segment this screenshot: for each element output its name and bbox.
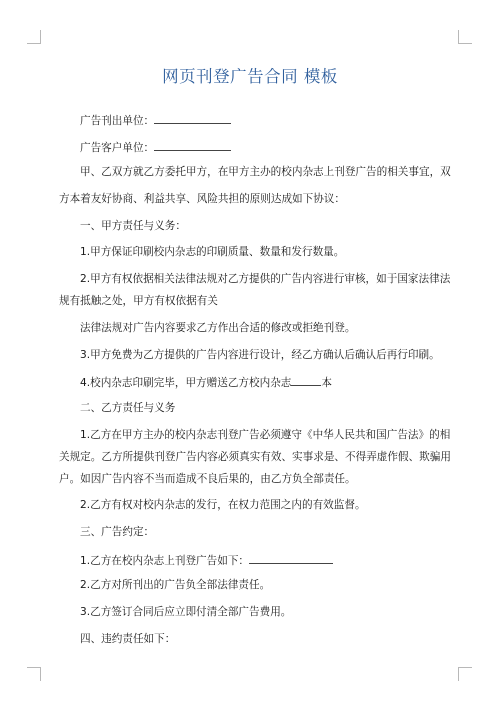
section4-heading: 四、违约责任如下： bbox=[80, 632, 176, 645]
section1-heading: 一、甲方责任与义务： bbox=[80, 219, 186, 232]
section1-item4-text: 4.校内杂志印刷完毕，甲方赠送乙方校内杂志 bbox=[80, 377, 292, 390]
section2-item1-line3: 户。如因广告内容不当而造成不良后果的，由乙方负全部责任。 bbox=[59, 472, 356, 485]
document-body bbox=[59, 113, 451, 659]
copies-blank bbox=[291, 375, 321, 386]
section1-item1: 1.甲方保证印刷校内杂志的印刷质量、数量和发行数量。 bbox=[80, 246, 345, 259]
section1-item3: 3.甲方免费为乙方提供的广告内容进行设计，经乙方确认后确认后再行印刷。 bbox=[80, 348, 440, 361]
section1-item4 bbox=[59, 375, 442, 388]
publisher-line bbox=[59, 113, 442, 126]
section2-heading: 二、乙方责任与义务 bbox=[80, 401, 176, 414]
publisher-label: 广告刊出单位： bbox=[80, 115, 155, 127]
client-label: 广告客户单位： bbox=[80, 141, 155, 154]
ad-content-blank bbox=[249, 553, 333, 564]
section1-item2-line3: 法律法规对广告内容要求乙方作出合适的修改或拒绝刊登。 bbox=[80, 321, 356, 334]
intro-paragraph-line2: 方本着友好协商、利益共享、风险共担的原则达成如下协议： bbox=[59, 193, 346, 206]
section1-item4-unit: 本 bbox=[321, 377, 332, 390]
section2-item2: 2.乙方有权对校内杂志的发行，在权力范围之内的有效监督。 bbox=[80, 499, 366, 512]
corner-mark-bottom-left bbox=[27, 667, 41, 681]
corner-mark-top-right bbox=[458, 30, 472, 44]
section3-item1 bbox=[59, 553, 442, 566]
section2-item1-line2: 关规定。乙方所提供刊登广告内容必须真实有效、实事求是、不得弄虚作假、欺骗用 bbox=[59, 450, 451, 463]
section3-item2: 2.乙方对所刊出的广告负全部法律责任。 bbox=[80, 579, 271, 592]
section3-item3: 3.乙方签订合同后应立即付清全部广告费用。 bbox=[80, 606, 292, 618]
client-blank bbox=[154, 140, 231, 151]
section3-item1-text: 1.乙方在校内杂志上刊登广告如下： bbox=[80, 554, 250, 567]
document-title: 网页刊登广告合同 模板 bbox=[162, 67, 338, 86]
section1-item2-line1: 2.甲方有权依据相关法律法规对乙方提供的广告内容进行审核，如于国家法律法 bbox=[80, 273, 451, 286]
publisher-blank bbox=[154, 113, 231, 124]
corner-mark-bottom-right bbox=[458, 667, 472, 681]
section2-item1-line1: 1.乙方在甲方主办的校内杂志刊登广告必须遵守《中华人民共和国广告法》的相 bbox=[80, 428, 451, 441]
section3-heading: 三、广告约定： bbox=[80, 525, 155, 538]
corner-mark-top-left bbox=[27, 30, 41, 44]
intro-paragraph-line1: 甲、乙双方就乙方委托甲方，在甲方主办的校内杂志上刊登广告的相关事宜，双 bbox=[80, 166, 451, 179]
client-line bbox=[59, 140, 442, 153]
section1-item2-line2: 规有抵触之处，甲方有权依据有关 bbox=[59, 295, 218, 308]
